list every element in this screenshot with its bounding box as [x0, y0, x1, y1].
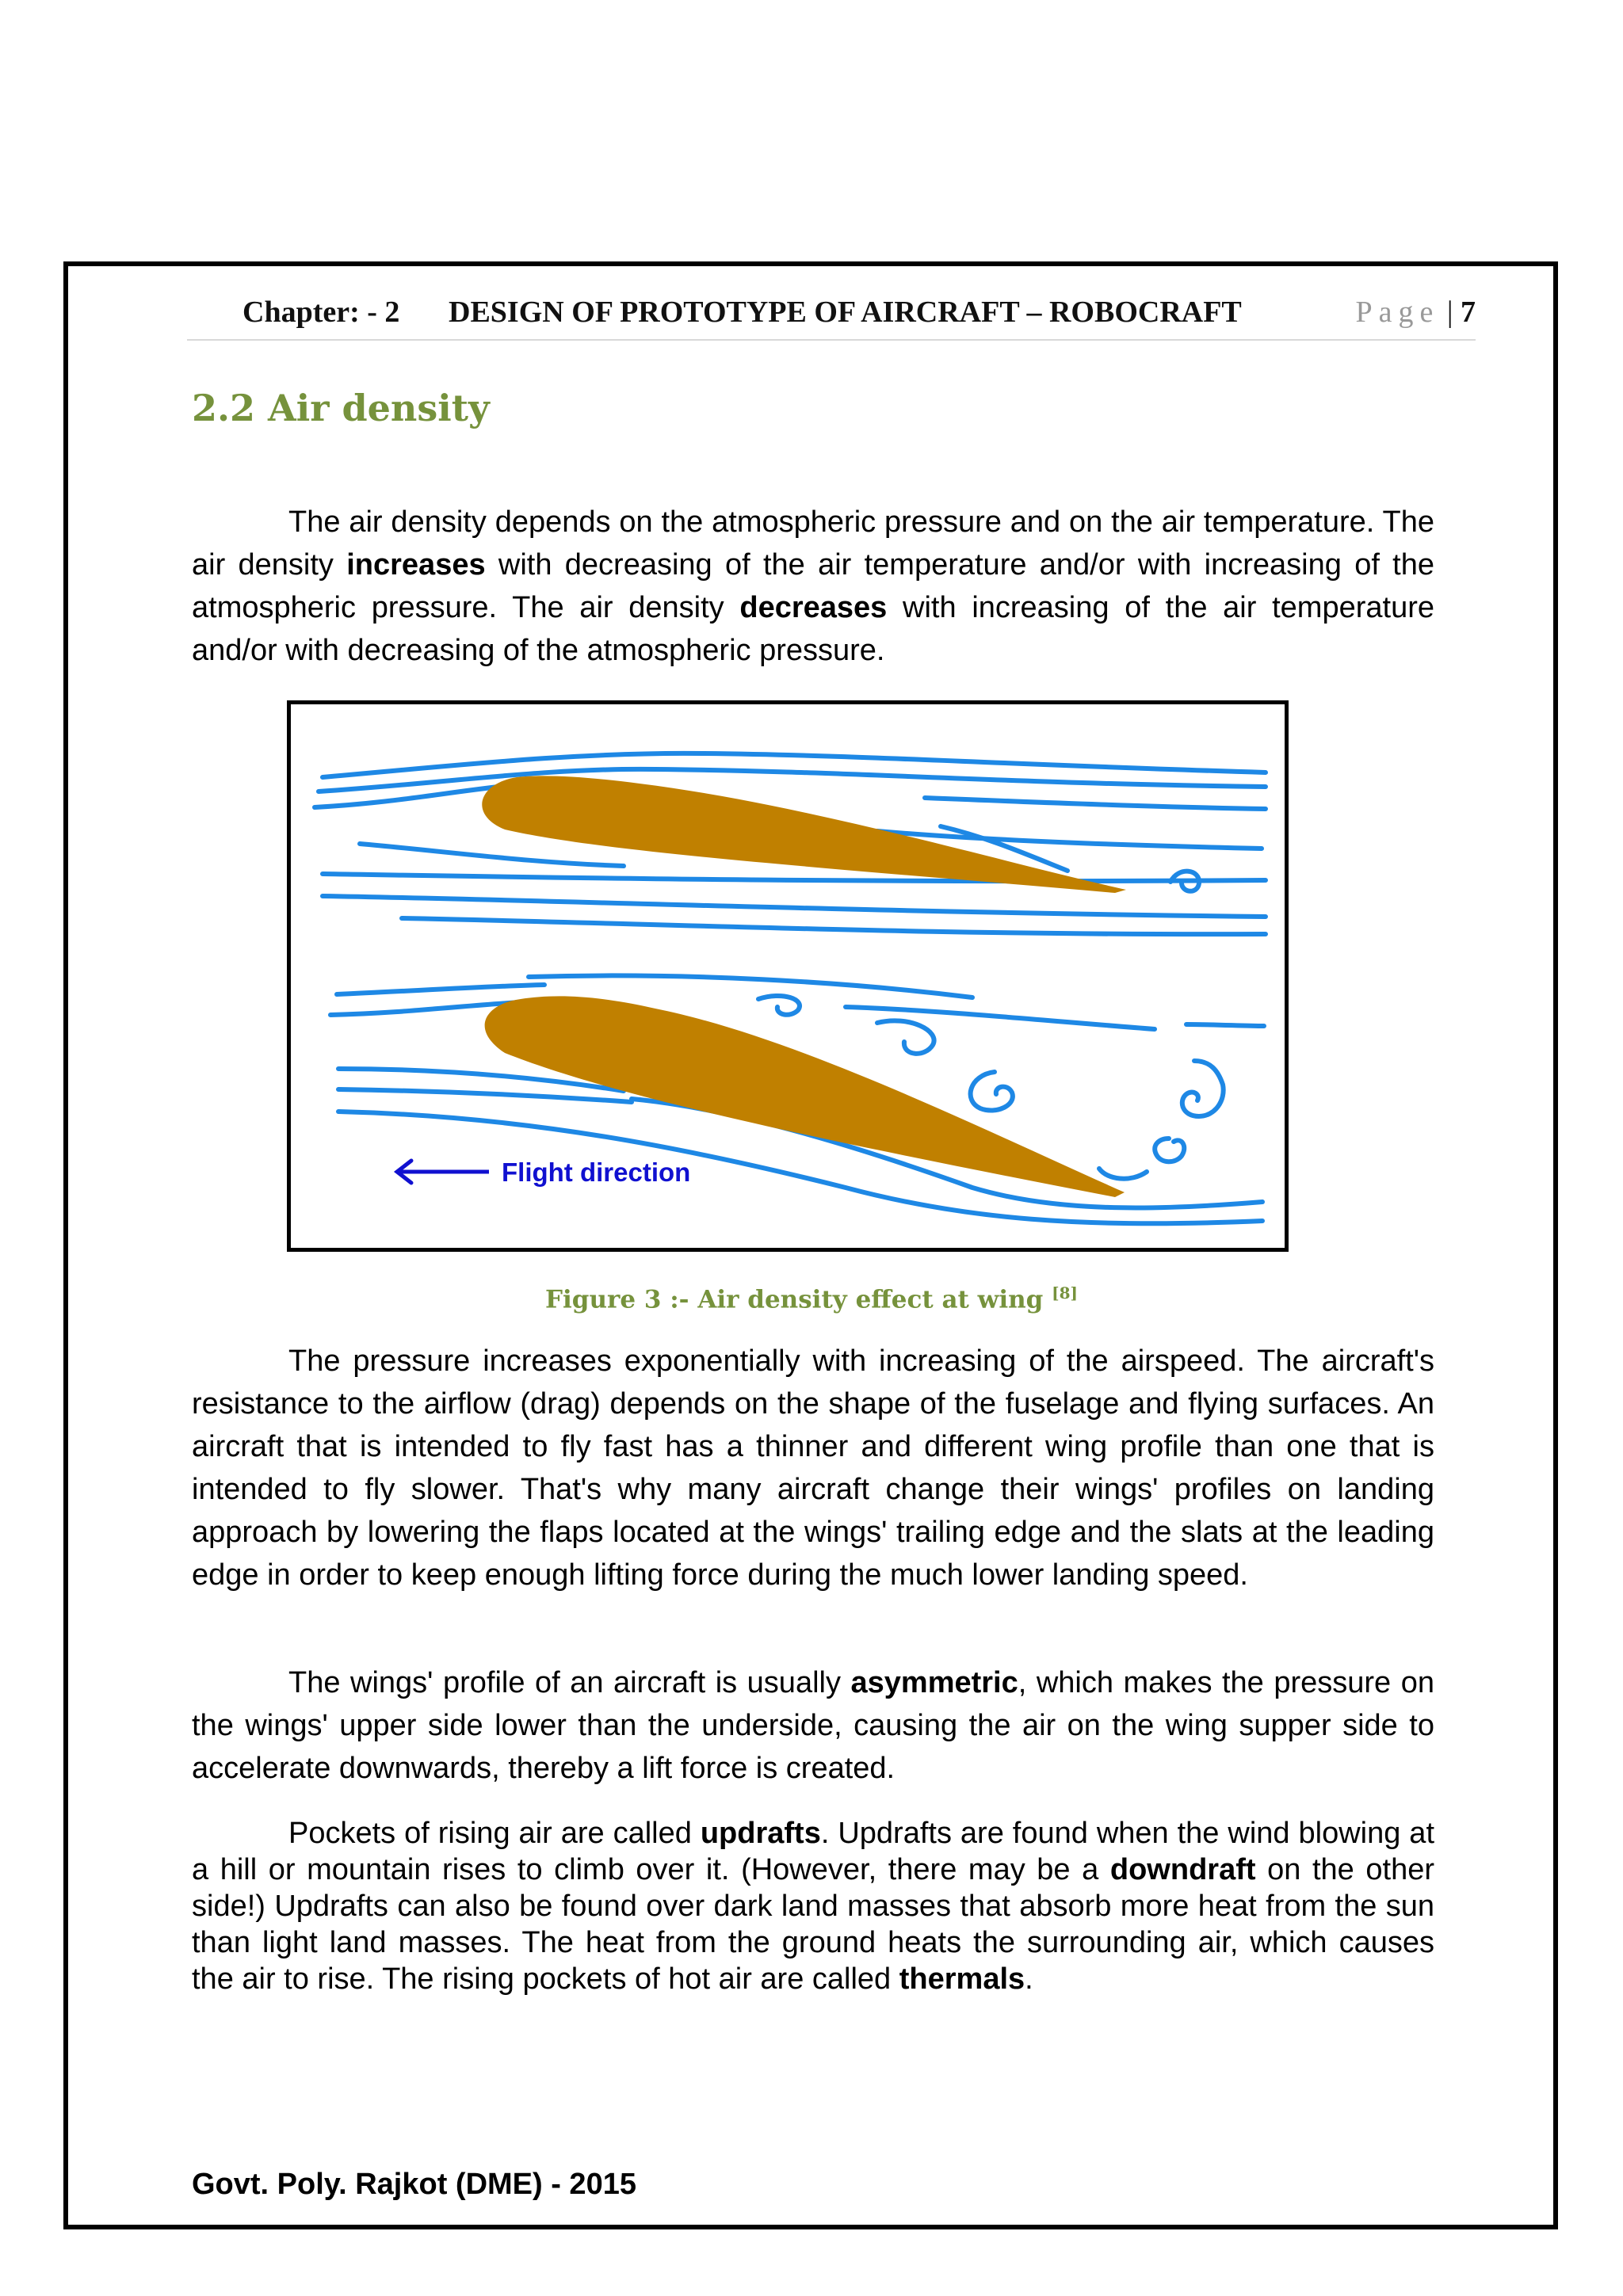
chapter-title: DESIGN OF PROTOTYPE OF AIRCRAFT – ROBOCRAFT [449, 296, 1242, 329]
bold-increases: increases [346, 548, 486, 582]
page-header [187, 292, 1476, 341]
paragraph-wing-profile: The wings' profile of an aircraft is usually asymmetric, which makes the pressure on the wings' upper side lower than the underside, causing the air on the wing supper side to accelerate downwards, thereby a lift force is created. [192, 1666, 1434, 1785]
streamline [337, 985, 544, 994]
streamline [402, 918, 1266, 934]
section-heading: 2.2 Air density [192, 387, 490, 429]
page-indicator [1356, 295, 1476, 330]
paragraph-updrafts: Pockets of rising air are called updrafts. Updrafts are found when the wind blowing at a hill or mountain rises to climb over it. (However, there may be a downdraft on the other side!) Updrafts can also be found over dark land masses that absorb more heat from the sun than light land masses. The heat from the ground heats the surrounding air, which causes the air to rise. The rising pockets of hot air are called thermals. [192, 1817, 1435, 1996]
streamline [1186, 1024, 1264, 1026]
bold-decreases: decreases [739, 591, 888, 624]
streamline [846, 1007, 1155, 1029]
caption-reference: [8] [1052, 1283, 1078, 1302]
figure-caption: Figure 3 :- Air density effect at wing [8] [545, 1283, 1078, 1314]
bold-asymmetric: asymmetric [850, 1666, 1018, 1699]
streamline [529, 975, 972, 997]
page-word: Page [1355, 296, 1440, 329]
streamline [338, 1089, 632, 1102]
swirl [1155, 1138, 1184, 1161]
swirl [758, 996, 800, 1015]
streamline [323, 896, 1266, 917]
paragraph-air-density: The air density depends on the atmospheric pressure and on the air temperature. The air density increases with decreasing of the air temperature and/or with increasing of the atmospheric pressure. The air density decreases with increasing of the air temperature and/or with decreasing of the atmospheric pressure. [192, 505, 1434, 667]
swirl [1099, 1169, 1147, 1179]
page-number: 7 [1461, 296, 1476, 329]
streamline [319, 769, 1266, 791]
bold-thermals: thermals [899, 1962, 1025, 1996]
bold-downdraft: downdraft [1109, 1853, 1256, 1886]
flight-direction-label: Flight direction [502, 1158, 691, 1187]
streamline [360, 844, 624, 866]
swirl [877, 1020, 934, 1054]
page-footer: Govt. Poly. Rajkot (DME) - 2015 [192, 2168, 636, 2201]
streamline [323, 874, 1266, 881]
airfoil-top [482, 776, 1126, 893]
chapter-label: Chapter: - 2 [242, 296, 400, 329]
swirl [1182, 1061, 1224, 1116]
airfoil-diagram [291, 704, 1285, 1248]
streamline [925, 798, 1266, 809]
bold-updrafts: updrafts [700, 1817, 821, 1850]
paragraph-pressure: The pressure increases exponentially with increasing of the airspeed. The aircraft's resistance to the airflow (drag) depends on the shape of the fuselage and flying surfaces. An aircraft that is intended to fly fast has a thinner and different wing profile than one that is intended to fly slower. That's why many aircraft change their wings' profiles on landing approach by lowering the flaps located at the wings' trailing edge and the slats at the leading edge in order to keep enough lifting force during the much lower landing speed. [192, 1344, 1434, 1592]
flight-direction-arrow [397, 1158, 690, 1187]
airfoil-figure [287, 700, 1289, 1252]
page-separator: | [1446, 296, 1453, 329]
swirl [971, 1072, 1013, 1111]
